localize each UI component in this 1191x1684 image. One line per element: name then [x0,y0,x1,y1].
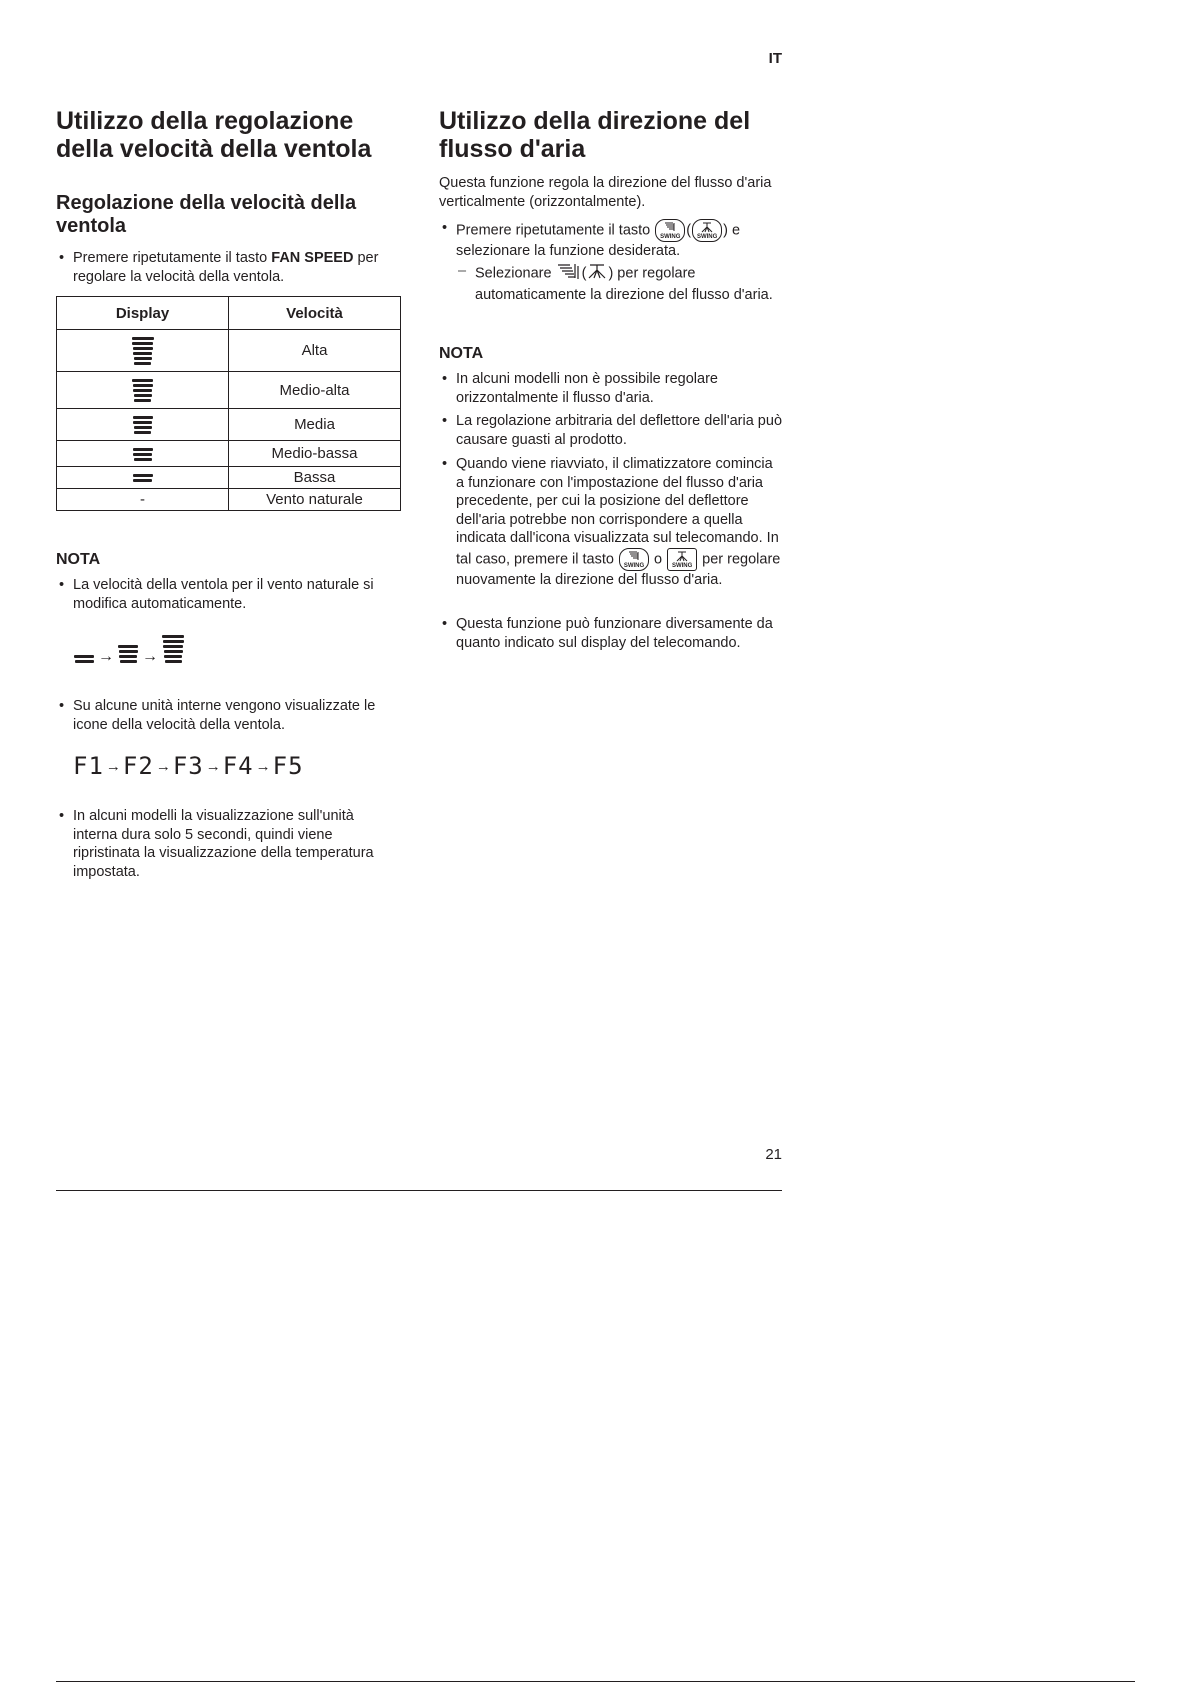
speed-cell: Bassa [229,467,401,489]
note-item: • In alcuni modelli non è possibile regolare orizzontalmente il flusso d'aria. [439,370,784,407]
arrow-icon: → [98,648,114,665]
sub-prefix: Selezionare [475,265,556,282]
vertical-direction-icon [556,262,582,286]
right-note [439,345,784,363]
display-cell [57,330,229,372]
fan-speed-6-icon [132,336,154,366]
paren-close: ) [723,222,728,239]
bottom-divider [56,1681,1135,1682]
fan-code: F1 [73,752,104,780]
fan-code-sequence [73,752,304,780]
display-cell [57,467,229,489]
intro-prefix: Premere ripetutamente il tasto [73,250,272,266]
col-speed: Velocità [229,297,401,330]
note3-part2: o [650,550,667,567]
intro-text: Questa funzione regola la direzione del flusso d'aria verticalmente (orizzontalmente). [439,175,772,210]
section-title-air-direction: Utilizzo della direzione del flusso d'aria [439,107,751,163]
note-item: • La regolazione arbitraria del deflettore dell'aria può causare guasti al prodotto. [439,412,784,449]
fan-speed-key: FAN SPEED [271,250,354,266]
arrow-icon: → [155,757,171,775]
right-note-4 [439,615,784,652]
note-title: NOTA [439,345,484,362]
arrow-icon: → [255,757,271,775]
step-prefix: Premere ripetutamente il tasto [456,222,655,239]
swing-label: SWING [623,562,645,569]
fan-speed-6-icon [162,634,184,664]
left-note-2 [56,697,401,734]
vertical-swing-button-icon [655,219,685,242]
table-row [57,372,401,409]
subsection-title: Regolazione della velocità della ventola [56,192,357,237]
display-cell [57,409,229,441]
fan-speed-2-icon [74,654,94,664]
language-code: IT [768,50,782,67]
speed-cell: Medio-bassa [229,441,401,467]
horizontal-direction-icon [586,262,608,286]
right-note-1 [439,370,784,407]
subsection [56,192,401,238]
speed-table [56,296,401,511]
table-row [57,441,401,467]
note-item: • Questa funzione può funzionare diversamente da quanto indicato sul display del telecomando. [439,615,784,652]
fan-speed-4-icon [118,644,138,664]
left-column [56,107,401,163]
intro-suffix: per regolare la velocità della ventola. [73,250,379,285]
right-step [439,219,784,261]
left-note [56,551,401,569]
display-cell [57,372,229,409]
fan-speed-2-icon [133,473,153,483]
display-cell [57,441,229,467]
col-display: Display [57,297,229,330]
sub-suffix: ) per regolare automaticamente la direzione del flusso d'aria. [475,265,773,303]
table-row [57,467,401,489]
speed-cell: Media [229,409,401,441]
right-note-2 [439,412,784,449]
page-number: 21 [765,1146,782,1163]
table-row [57,330,401,372]
horizontal-swing-button-icon [667,548,697,571]
fan-speed-instruction [56,249,401,286]
left-note-3 [56,807,401,881]
right-note-3 [439,455,784,589]
speed-cell: Alta [229,330,401,372]
right-column [439,107,784,163]
note-item: • La velocità della ventola per il vento naturale si modifica automaticamente. [56,576,401,613]
swing-label: SWING [671,562,693,569]
section-title-fan-speed: Utilizzo della regolazione della velocità della ventola [56,107,372,163]
footer-divider [56,1190,782,1191]
fan-speed-3-icon [133,447,153,462]
display-cell: - [57,489,229,511]
left-note-1 [56,576,401,613]
horizontal-swing-button-icon [692,219,722,242]
fan-speed-5-icon [132,378,153,403]
note-item: • In alcuni modelli la visualizzazione sull'unità interna dura solo 5 secondi, quindi viene ripristinata la visualizzazione della temperatura impostata. [56,807,401,881]
note-item [439,455,784,589]
paren-open: ( [581,265,587,282]
vertical-swing-button-icon [619,548,649,571]
note-item: • Su alcune unità interne vengono visualizzate le icone della velocità della ventola. [56,697,401,734]
note3-part3: per regolare nuovamente la direzione del flusso d'aria. [456,550,781,588]
right-intro [439,174,784,211]
fan-speed-4-icon [133,415,153,435]
paren-open: ( [686,222,692,239]
fan-code: F5 [272,752,304,780]
swing-label: SWING [660,234,681,240]
speed-cell: Vento naturale [229,489,401,511]
fan-code: F3 [172,752,204,780]
right-substep [456,262,784,304]
table-row [57,409,401,441]
speed-table-wrap [56,296,401,511]
note-title: NOTA [56,551,101,568]
fan-code: F4 [222,752,254,780]
arrow-icon: → [205,757,221,775]
swing-label: SWING [696,234,718,240]
natural-wind-sequence [74,634,184,664]
note3-part1: Quando viene riavviato, il climatizzatore comincia a funzionare con l'impostazione del flusso d'aria precedente, per cui la posizione del deflettore dell'aria potrebbe non corrispondere a quella indicata dall'icona visualizzata sul telecomando. In tal caso, premere il tasto [456,456,779,567]
arrow-icon: → [105,757,121,775]
step-suffix: e selezionare la funzione desiderata. [456,222,741,259]
arrow-icon: → [142,648,158,665]
table-row [57,489,401,511]
speed-cell: Medio-alta [229,372,401,409]
fan-code: F2 [122,752,154,780]
